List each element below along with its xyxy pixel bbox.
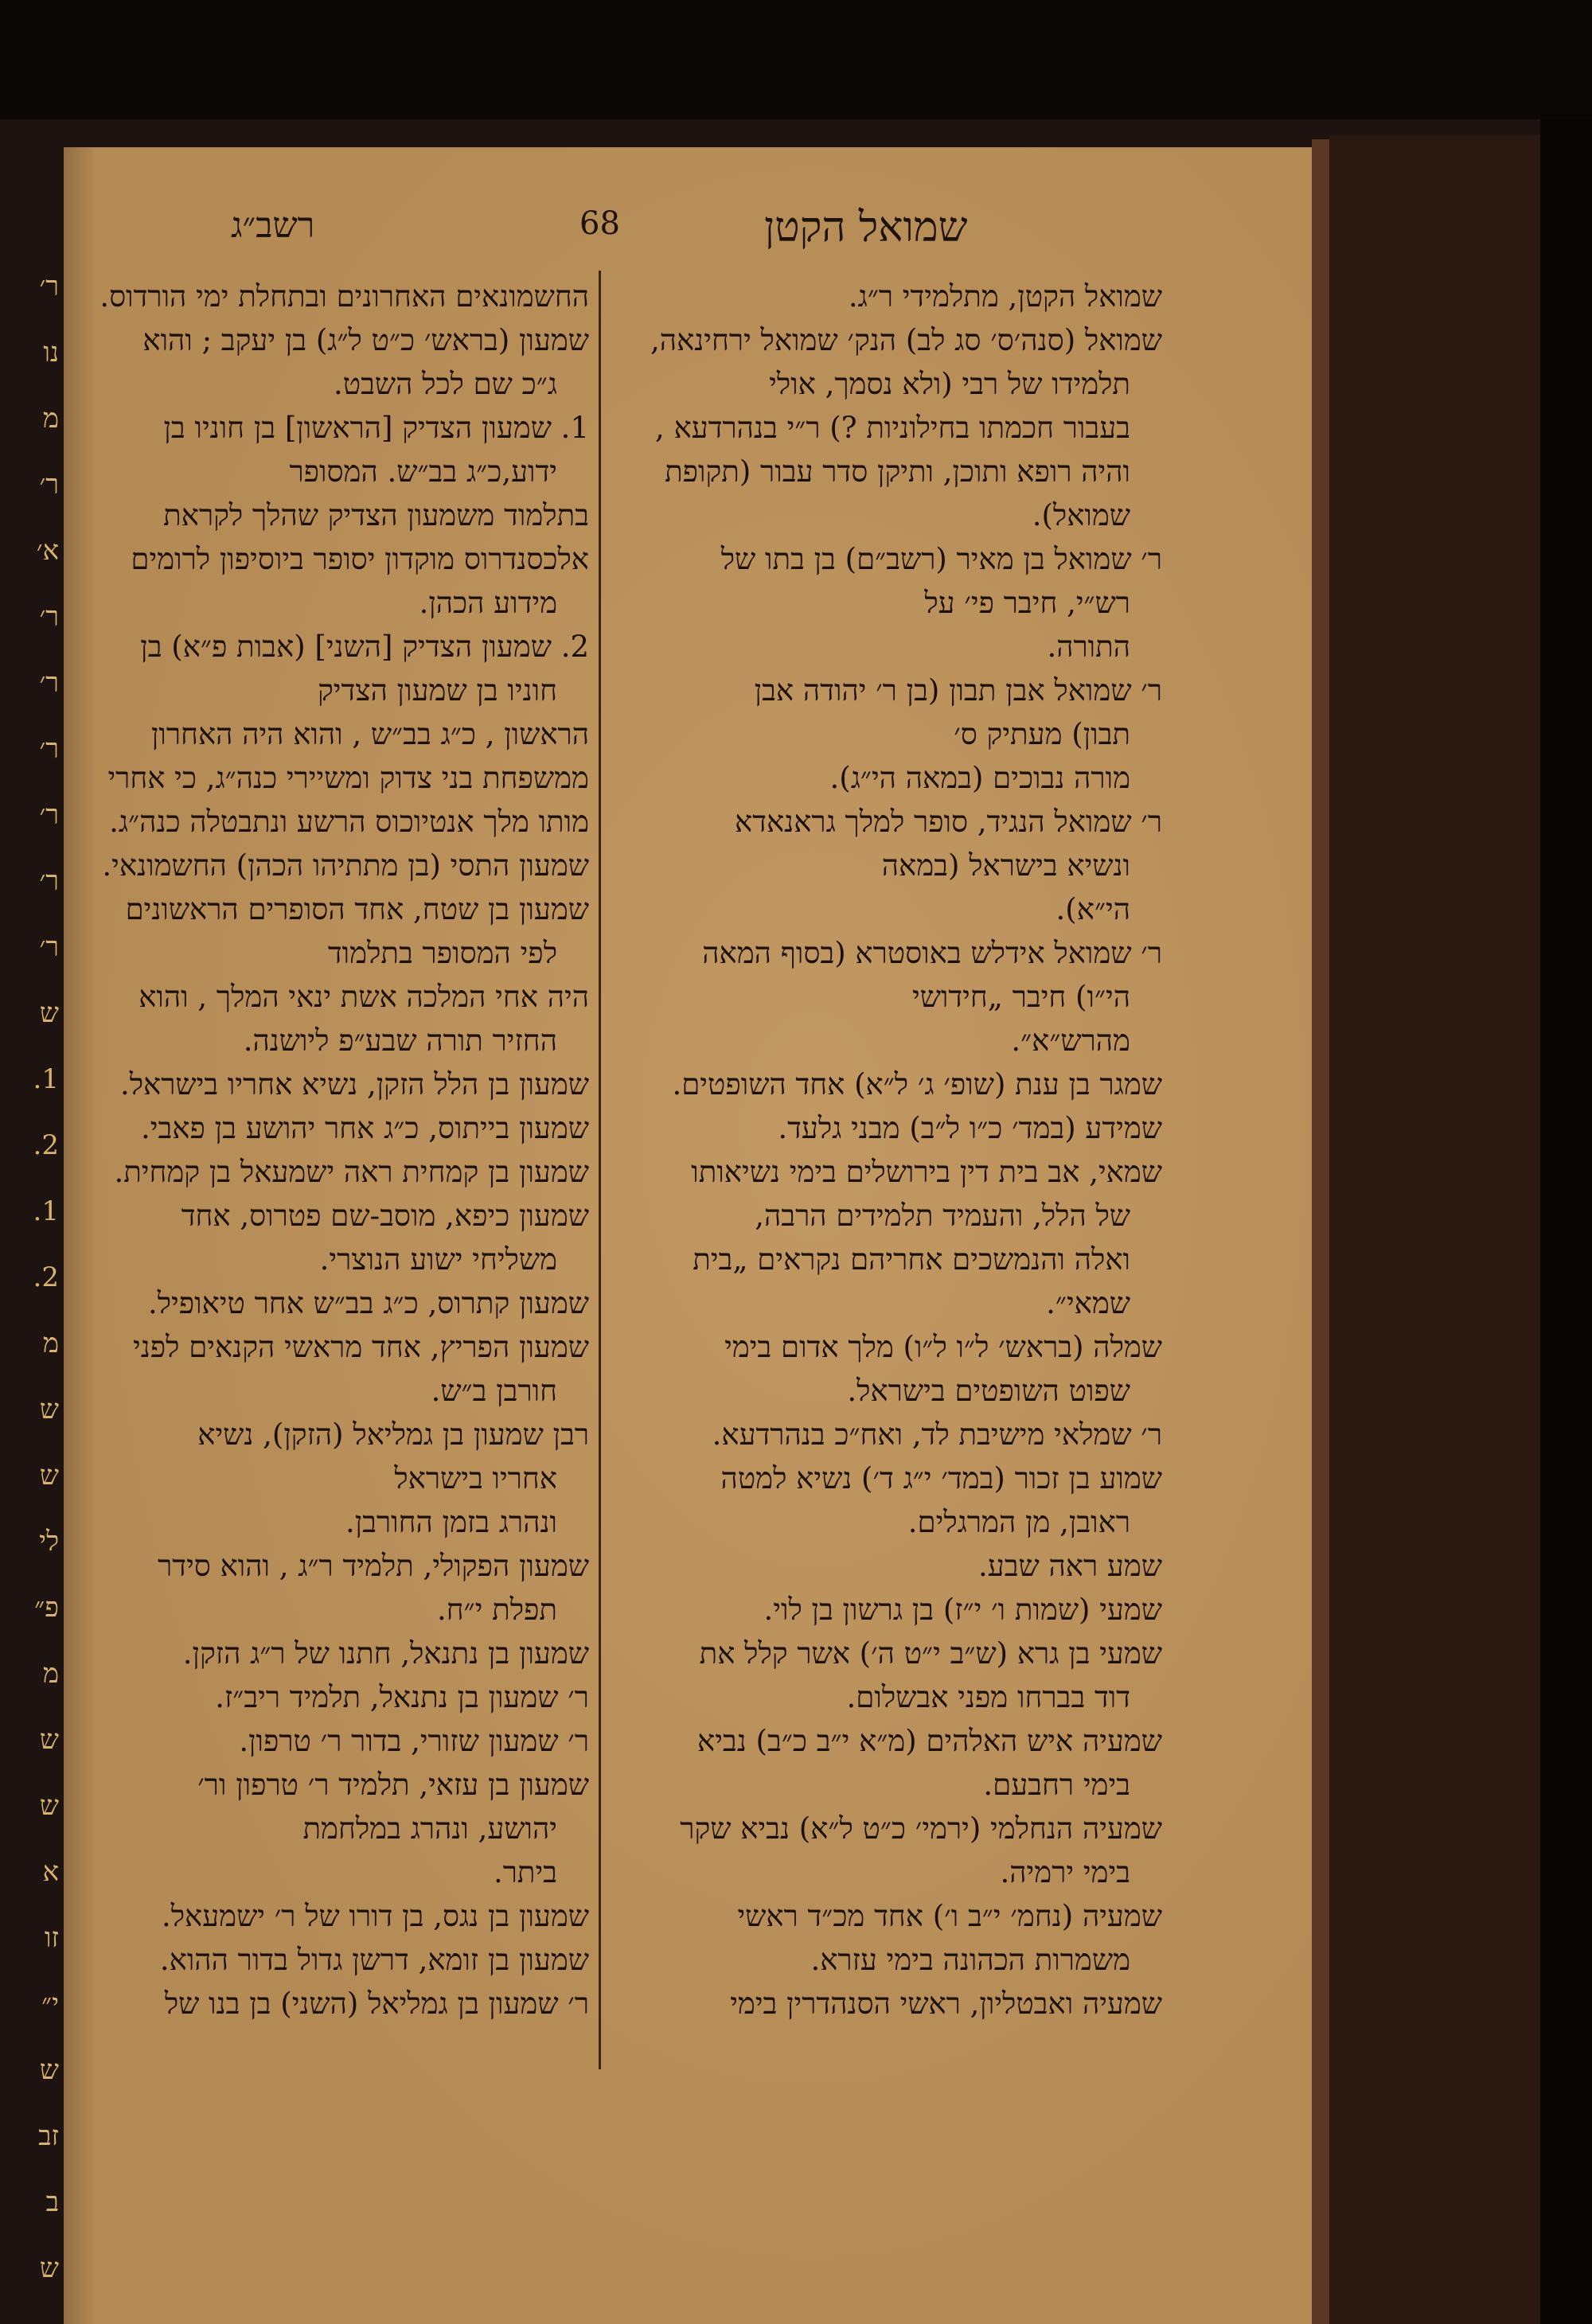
text-line: התורה. bbox=[1047, 630, 1130, 664]
text-line: שמעיה איש האלהים (מ״א י״ב כ״ב) נביא bbox=[697, 1724, 1162, 1758]
margin-fragment: ב bbox=[45, 2186, 59, 2218]
text-line: חורבן ב״ש. bbox=[431, 1374, 557, 1408]
margin-fragment: ש bbox=[39, 2054, 59, 2086]
margin-fragment: לי bbox=[39, 1526, 59, 1558]
page-number: 68 bbox=[579, 205, 620, 242]
text-line: ממשפחת בני צדוק ומשיירי כנה״ג, כי אחרי bbox=[107, 761, 589, 795]
text-line: ראובן, מן המרגלים. bbox=[907, 1505, 1130, 1539]
margin-fragment: א bbox=[42, 1856, 59, 1888]
text-line: לפי המסופר בתלמוד bbox=[327, 936, 557, 970]
text-line: החשמונאים האחרונים ובתחלת ימי הורדוס. bbox=[100, 279, 589, 314]
margin-fragment: ש bbox=[39, 1394, 59, 1425]
text-line: שמוע בן זכור (במד׳ י״ג ד׳) נשיא למטה bbox=[720, 1461, 1162, 1495]
margin-fragment: מ bbox=[42, 403, 59, 435]
margin-fragment: זב bbox=[38, 2120, 59, 2152]
text-line: שמעיה ואבטליון, ראשי הסנהדרין בימי bbox=[730, 1987, 1162, 2021]
text-line: ר׳ שמואל אבן תבון (בן ר׳ יהודה אבן bbox=[754, 673, 1162, 708]
text-line: הי״ו) חיבר „חידושי bbox=[912, 980, 1130, 1014]
text-line: הי״א). bbox=[1055, 892, 1130, 926]
margin-fragment: ר׳ bbox=[39, 931, 59, 963]
text-line: תלמידו של רבי (ולא נסמך, אולי bbox=[769, 367, 1130, 401]
margin-fragment: ש bbox=[39, 997, 59, 1029]
text-line: ונהרג בזמן החורבן. bbox=[345, 1505, 557, 1539]
text-line: משליחי ישוע הנוצרי. bbox=[319, 1242, 557, 1277]
page-edge-shadow bbox=[1312, 139, 1329, 2324]
text-line: שמאי, אב בית דין בירושלים בימי נשיאותו bbox=[691, 1155, 1162, 1189]
margin-fragment: ש bbox=[39, 2252, 59, 2284]
text-line: שמעון בן נגס, בן דורו של ר׳ ישמעאל. bbox=[161, 1899, 589, 1933]
book-binding bbox=[1540, 119, 1592, 2324]
text-line: בעבור חכמתו בחילוניות ?) ר״י בנהרדעא , bbox=[655, 411, 1130, 445]
text-line: יהושע, ונהרג במלחמת bbox=[302, 1811, 557, 1846]
margin-fragment: 2. bbox=[33, 1129, 59, 1161]
margin-fragment: ר׳ bbox=[39, 865, 59, 897]
text-line: מורה נבוכים (במאה הי״ג). bbox=[829, 761, 1130, 795]
margin-fragment: 2. bbox=[33, 1261, 59, 1293]
text-line: שמעון (בראש׳ כ״ט ל״ג) בן יעקב ; והוא bbox=[142, 323, 589, 357]
text-line: שמגר בן ענת (שופ׳ ג׳ ל״א) אחד השופטים. bbox=[672, 1067, 1162, 1102]
text-line: שמעון קתרוס, כ״ג בב״ש אחר טיאופיל. bbox=[147, 1286, 589, 1320]
text-line: רש״י, חיבר פי׳ על bbox=[924, 586, 1130, 620]
margin-fragment: ר׳ bbox=[39, 601, 59, 633]
text-line: החזיר תורה שבע״פ ליושנה. bbox=[243, 1024, 557, 1058]
text-line: שמעיה הנחלמי (ירמי׳ כ״ט ל״א) נביא שקר bbox=[680, 1811, 1162, 1846]
text-line: ג״כ שם לכל השבט. bbox=[333, 367, 557, 401]
text-line: מהרש״א״. bbox=[1011, 1024, 1130, 1058]
text-line: שמעון בן זומא, דרשן גדול בדור ההוא. bbox=[159, 1943, 589, 1977]
text-line: ר׳ שמעון בן נתנאל, תלמיד ריב״ז. bbox=[215, 1680, 589, 1714]
text-line: אלכסנדרוס מוקדון יסופר ביוסיפון לרומים bbox=[131, 542, 589, 576]
text-line: היה אחי המלכה אשת ינאי המלך , והוא bbox=[139, 980, 589, 1014]
text-line: בימי ירמיה. bbox=[1000, 1855, 1130, 1889]
text-line: ר׳ שמלאי מישיבת לד, ואח״כ בנהרדעא. bbox=[712, 1417, 1162, 1452]
text-line: חוניו בן שמעון הצדיק bbox=[317, 673, 557, 708]
text-line: ביתר. bbox=[493, 1855, 557, 1889]
text-line: ר׳ שמואל אידלש באוסטרא (בסוף המאה bbox=[702, 936, 1162, 970]
header-right-title: שמואל הקטן bbox=[764, 204, 968, 252]
margin-fragment: ר׳ bbox=[39, 271, 59, 302]
column-divider bbox=[599, 271, 601, 2069]
text-line: ר׳ שמואל הנגיד, סופר למלך גראנאדא bbox=[734, 805, 1162, 839]
text-line: שמעי (שמות ו׳ י״ז) בן גרשון בן לוי. bbox=[763, 1593, 1162, 1627]
margin-fragment: פ״ bbox=[34, 1592, 59, 1624]
margin-fragment: ש bbox=[39, 1460, 59, 1491]
margin-fragment: ר׳ bbox=[39, 469, 59, 501]
text-line: בתלמוד משמעון הצדיק שהלך לקראת bbox=[163, 498, 589, 532]
margin-fragment: נו bbox=[43, 337, 59, 368]
text-line: שמעון בן נתנאל, חתנו של ר״ג הזקן. bbox=[182, 1636, 589, 1671]
margin-fragment: 1. bbox=[33, 1063, 59, 1095]
text-line: שמידע (במד׳ כ״ו ל״ב) מבני גלעד. bbox=[778, 1111, 1162, 1145]
text-line: שפוט השופטים בישראל. bbox=[847, 1374, 1130, 1408]
text-line: ר׳ שמעון בן גמליאל (השני) בן בנו של bbox=[164, 1987, 589, 2021]
text-line: הראשון , כ״ג בב״ש , והוא היה האחרון bbox=[150, 717, 589, 751]
text-line: מותו מלך אנטיוכוס הרשע ונתבטלה כנה״ג. bbox=[109, 805, 589, 839]
adjacent-page-edge bbox=[1329, 135, 1540, 2324]
text-line: שמעון הפקולי, תלמיד ר״ג , והוא סידר bbox=[158, 1549, 589, 1583]
text-line: תפלת י״ח. bbox=[437, 1593, 557, 1627]
margin-fragment: ש bbox=[39, 1790, 59, 1822]
margin-fragment: מ bbox=[42, 1328, 59, 1359]
margin-fragment: מ bbox=[42, 1658, 59, 1690]
header-left-title: רשב״ג bbox=[231, 205, 315, 246]
text-line: שמלה (בראש׳ ל״ו ל״ו) מלך אדום בימי bbox=[724, 1330, 1162, 1364]
text-line: ר׳ שמואל בן מאיר (רשב״ם) בן בתו של bbox=[720, 542, 1162, 576]
margin-fragment: ש bbox=[39, 1724, 59, 1756]
text-line: ר׳ שמעון שזורי, בדור ר׳ טרפון. bbox=[239, 1724, 589, 1758]
text-line: שמעון בייתוס, כ״ג אחר יהושע בן פאבי. bbox=[141, 1111, 589, 1145]
right-column bbox=[613, 275, 1162, 2026]
text-line: רבן שמעון בן גמליאל (הזקן), נשיא bbox=[197, 1417, 589, 1452]
text-line: 2. שמעון הצדיק [השני] (אבות פ״א) בן bbox=[140, 630, 589, 664]
margin-fragment: י״ bbox=[41, 1988, 59, 2020]
text-line: אחריו בישראל bbox=[394, 1461, 557, 1495]
text-line: ואלה והנמשכים אחריהם נקראים „בית bbox=[693, 1242, 1130, 1277]
text-line: שמאי״. bbox=[1046, 1286, 1130, 1320]
text-line: שמעי בן גרא (ש״ב י״ט ה׳) אשר קלל את bbox=[699, 1636, 1162, 1671]
text-line: שמעיה (נחמ׳ י״ב ו׳) אחד מכ״ד ראשי bbox=[737, 1899, 1162, 1933]
margin-fragment: ר׳ bbox=[39, 733, 59, 765]
left-column bbox=[76, 275, 589, 2026]
margin-fragment: זו bbox=[44, 1922, 59, 1954]
text-line: ידוע,כ״ג בב״ש. המסופר bbox=[289, 454, 557, 489]
text-line: שמעון הפריץ, אחד מראשי הקנאים לפני bbox=[133, 1330, 589, 1364]
margin-fragment: 1. bbox=[33, 1195, 59, 1227]
text-line: שמעון בן עזאי, תלמיד ר׳ טרפון ור׳ bbox=[197, 1768, 589, 1802]
margin-fragment: א׳ bbox=[36, 535, 59, 567]
text-line: שמעון כיפא, מוסב-שם פטרוס, אחד bbox=[181, 1199, 589, 1233]
margin-fragment: ר׳ bbox=[39, 667, 59, 699]
text-line: שמע ראה שבע. bbox=[978, 1549, 1162, 1583]
text-line: של הלל, והעמיד תלמידים הרבה, bbox=[755, 1199, 1130, 1233]
text-line: מידוע הכהן. bbox=[419, 586, 557, 620]
text-line: שמואל (סנה׳ס׳ סג לב) הנק׳ שמואל ירחינאה, bbox=[650, 323, 1162, 357]
previous-page-strip bbox=[0, 215, 64, 2324]
text-line: שמעון בן שטח, אחד הסופרים הראשונים bbox=[125, 892, 589, 926]
text-line: דוד בברחו מפני אבשלום. bbox=[846, 1680, 1130, 1714]
text-line: שמואל). bbox=[1032, 498, 1130, 532]
text-line: והיה רופא ותוכן, ותיקן סדר עבור (תקופת bbox=[665, 454, 1130, 489]
text-line: 1. שמעון הצדיק [הראשון] בן חוניו בן bbox=[163, 411, 589, 445]
text-line: בימי רחבעם. bbox=[983, 1768, 1130, 1802]
text-line: שמעון בן קמחית ראה ישמעאל בן קמחית. bbox=[114, 1155, 589, 1189]
text-line: שמעון בן הלל הזקן, נשיא אחריו בישראל. bbox=[119, 1067, 589, 1102]
text-line: שמעון התסי (בן מתתיהו הכהן) החשמונאי. bbox=[102, 848, 589, 883]
margin-fragment: ר׳ bbox=[39, 799, 59, 831]
text-line: שמואל הקטן, מתלמידי ר״ג. bbox=[848, 279, 1162, 314]
text-line: תבון) מעתיק ס׳ bbox=[954, 717, 1130, 751]
text-line: משמרות הכהונה בימי עזרא. bbox=[810, 1943, 1130, 1977]
text-line: ונשיא בישראל (במאה bbox=[881, 848, 1130, 883]
